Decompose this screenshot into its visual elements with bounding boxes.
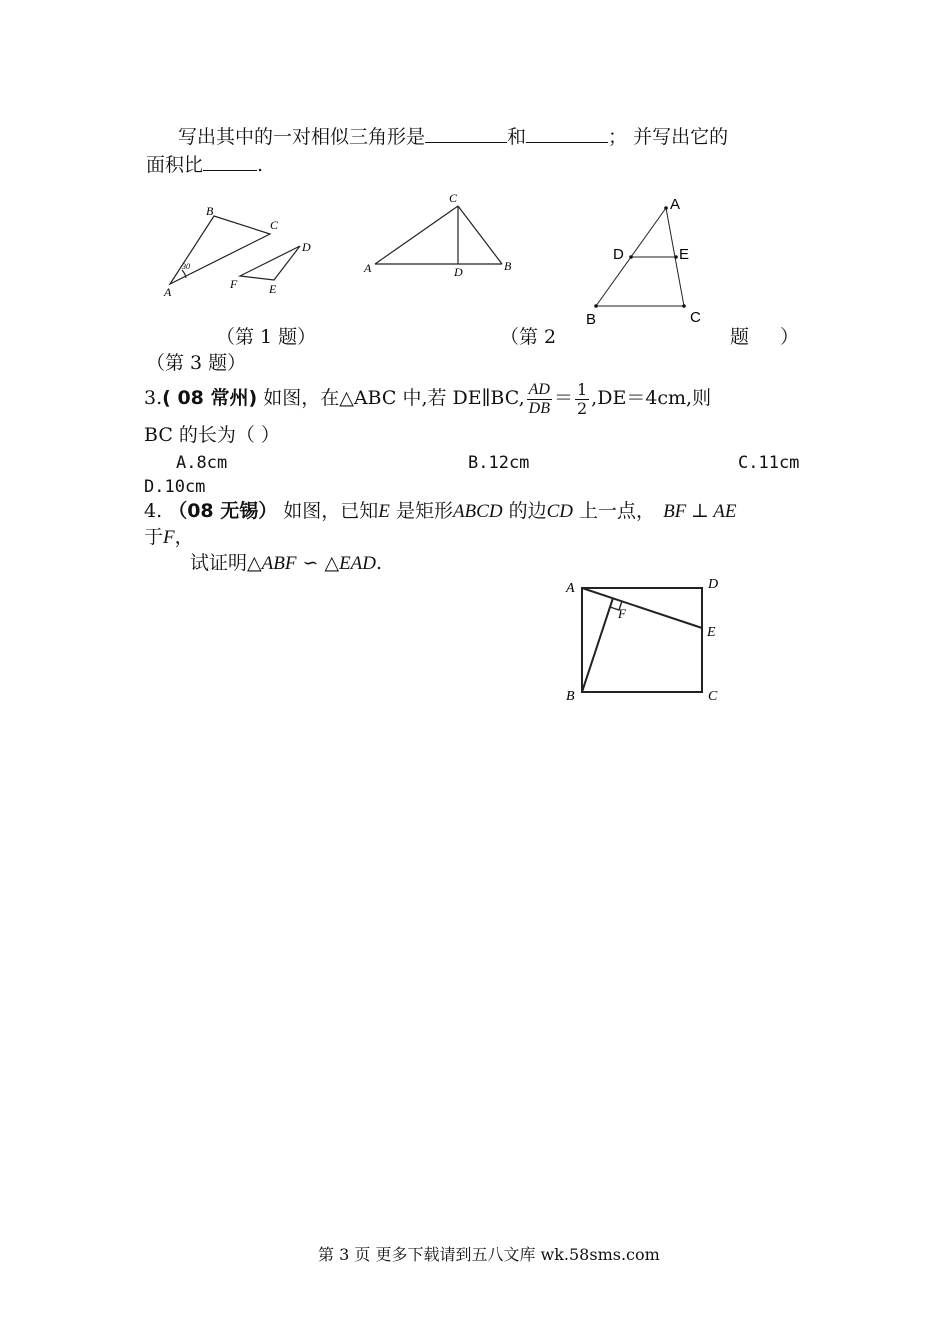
fig3-label-b: B: [586, 311, 597, 328]
q4-tri-abf: ABF: [261, 553, 297, 574]
fraction-db-den: DB: [528, 399, 550, 417]
fraction-one-half: [575, 381, 589, 418]
q3-line2: BC 的长为（ ）: [144, 424, 280, 446]
q4-tri-ead: EAD: [339, 553, 377, 574]
fig3-label-e: E: [679, 246, 690, 263]
q3-option-b[interactable]: B.12cm: [468, 453, 530, 473]
fig4-label-c: C: [708, 689, 718, 704]
fig3-label-a: A: [670, 196, 681, 213]
q4-line3: [190, 550, 382, 577]
caption-2-word: 题: [730, 326, 750, 348]
fig4-label-b: B: [566, 689, 575, 704]
fig4-label-a: A: [566, 581, 575, 596]
figure-1-triangles: [160, 198, 330, 304]
q3-line1: [144, 378, 711, 418]
q4-point-f: F: [163, 527, 175, 548]
q4-text-b: 是矩形: [389, 500, 453, 522]
q3-option-a[interactable]: A.8cm: [176, 453, 228, 473]
fraction-half-num: 1: [576, 379, 588, 399]
fig2-label-c: C: [449, 191, 458, 205]
q4-number: 4.: [144, 500, 163, 522]
caption-2-open: （第 2: [500, 326, 557, 348]
q4-period: .: [376, 552, 383, 574]
answer-blank-3[interactable]: [203, 152, 257, 171]
fig1-label-e: E: [269, 282, 277, 296]
fig2-label-d: D: [454, 265, 463, 279]
q4-line1: [144, 498, 737, 525]
q-prev-line1: [178, 124, 728, 150]
fig1-label-d: D: [302, 240, 311, 254]
q4-similar: ∽ △: [296, 552, 340, 574]
fig4-label-f: F: [618, 606, 626, 621]
fig1-angle-30: 30: [182, 262, 190, 271]
q4-text-a: 如图，已知: [277, 500, 379, 522]
fig1-label-f: F: [230, 277, 238, 291]
q-prev-text-b: ； 并写出它的: [608, 126, 729, 148]
answer-blank-2[interactable]: [526, 124, 608, 143]
caption-2-close: ）: [780, 326, 800, 348]
q4-side-cd: CD: [546, 501, 574, 522]
q-prev-and: 和: [507, 126, 527, 148]
answer-blank-1[interactable]: [425, 124, 507, 143]
q4-text-c: 的边: [502, 500, 547, 522]
q3-number: 3.: [144, 387, 163, 409]
caption-3: （第 3 题）: [146, 352, 247, 374]
caption-1: （第 1 题）: [216, 326, 317, 348]
fig2-label-b: B: [504, 259, 512, 273]
q3-text-b: ,DE＝4cm,则: [591, 387, 712, 409]
q4-prove-a: 试证明△: [190, 552, 262, 574]
q-prev-text-a: 写出其中的一对相似三角形是: [178, 126, 426, 148]
fig2-label-a: A: [364, 261, 372, 275]
q4-yu: 于: [144, 526, 164, 548]
fig3-label-d: D: [613, 246, 624, 263]
figure-3-parallel: [580, 192, 720, 332]
q3-source: ( 08 常州): [162, 387, 258, 409]
fig1-label-c: C: [270, 218, 279, 232]
figure-2-right-triangle: [360, 188, 522, 288]
fig4-label-d: D: [708, 577, 719, 592]
q-prev-period: .: [257, 154, 264, 176]
q3-option-c[interactable]: C.11cm: [738, 453, 800, 473]
figure-4-rectangle: [560, 572, 730, 708]
fig1-label-a: A: [164, 285, 172, 299]
q4-text-d: 上一点，: [573, 500, 656, 522]
page-footer: 第 3 页 更多下载请到五八文库 wk.58sms.com: [318, 1245, 660, 1264]
q-prev-area-ratio: 面积比: [146, 154, 204, 176]
q4-line2: [144, 524, 194, 551]
fig4-label-e: E: [707, 625, 716, 640]
fraction-half-den: 2: [576, 398, 588, 418]
fig3-label-c: C: [690, 309, 701, 326]
q4-comma: ，: [174, 526, 194, 548]
q-prev-line2: [146, 152, 263, 178]
fig1-label-b: B: [206, 204, 214, 218]
fraction-ad-db: [527, 381, 552, 418]
fraction-ad-num: AD: [528, 380, 550, 398]
q4-point-e: E: [378, 501, 390, 522]
q4-bf-perp-ae: BF ⊥ AE: [663, 501, 737, 522]
triangle-def: [240, 246, 300, 280]
q3-option-d[interactable]: D.10cm: [144, 477, 206, 497]
q4-rect-abcd: ABCD: [452, 501, 503, 522]
q3-text-a: 如图，在△ABC 中,若 DE∥BC,: [257, 387, 525, 409]
q3-equals: ＝: [553, 387, 573, 409]
q4-source: （08 无锡）: [168, 500, 278, 522]
